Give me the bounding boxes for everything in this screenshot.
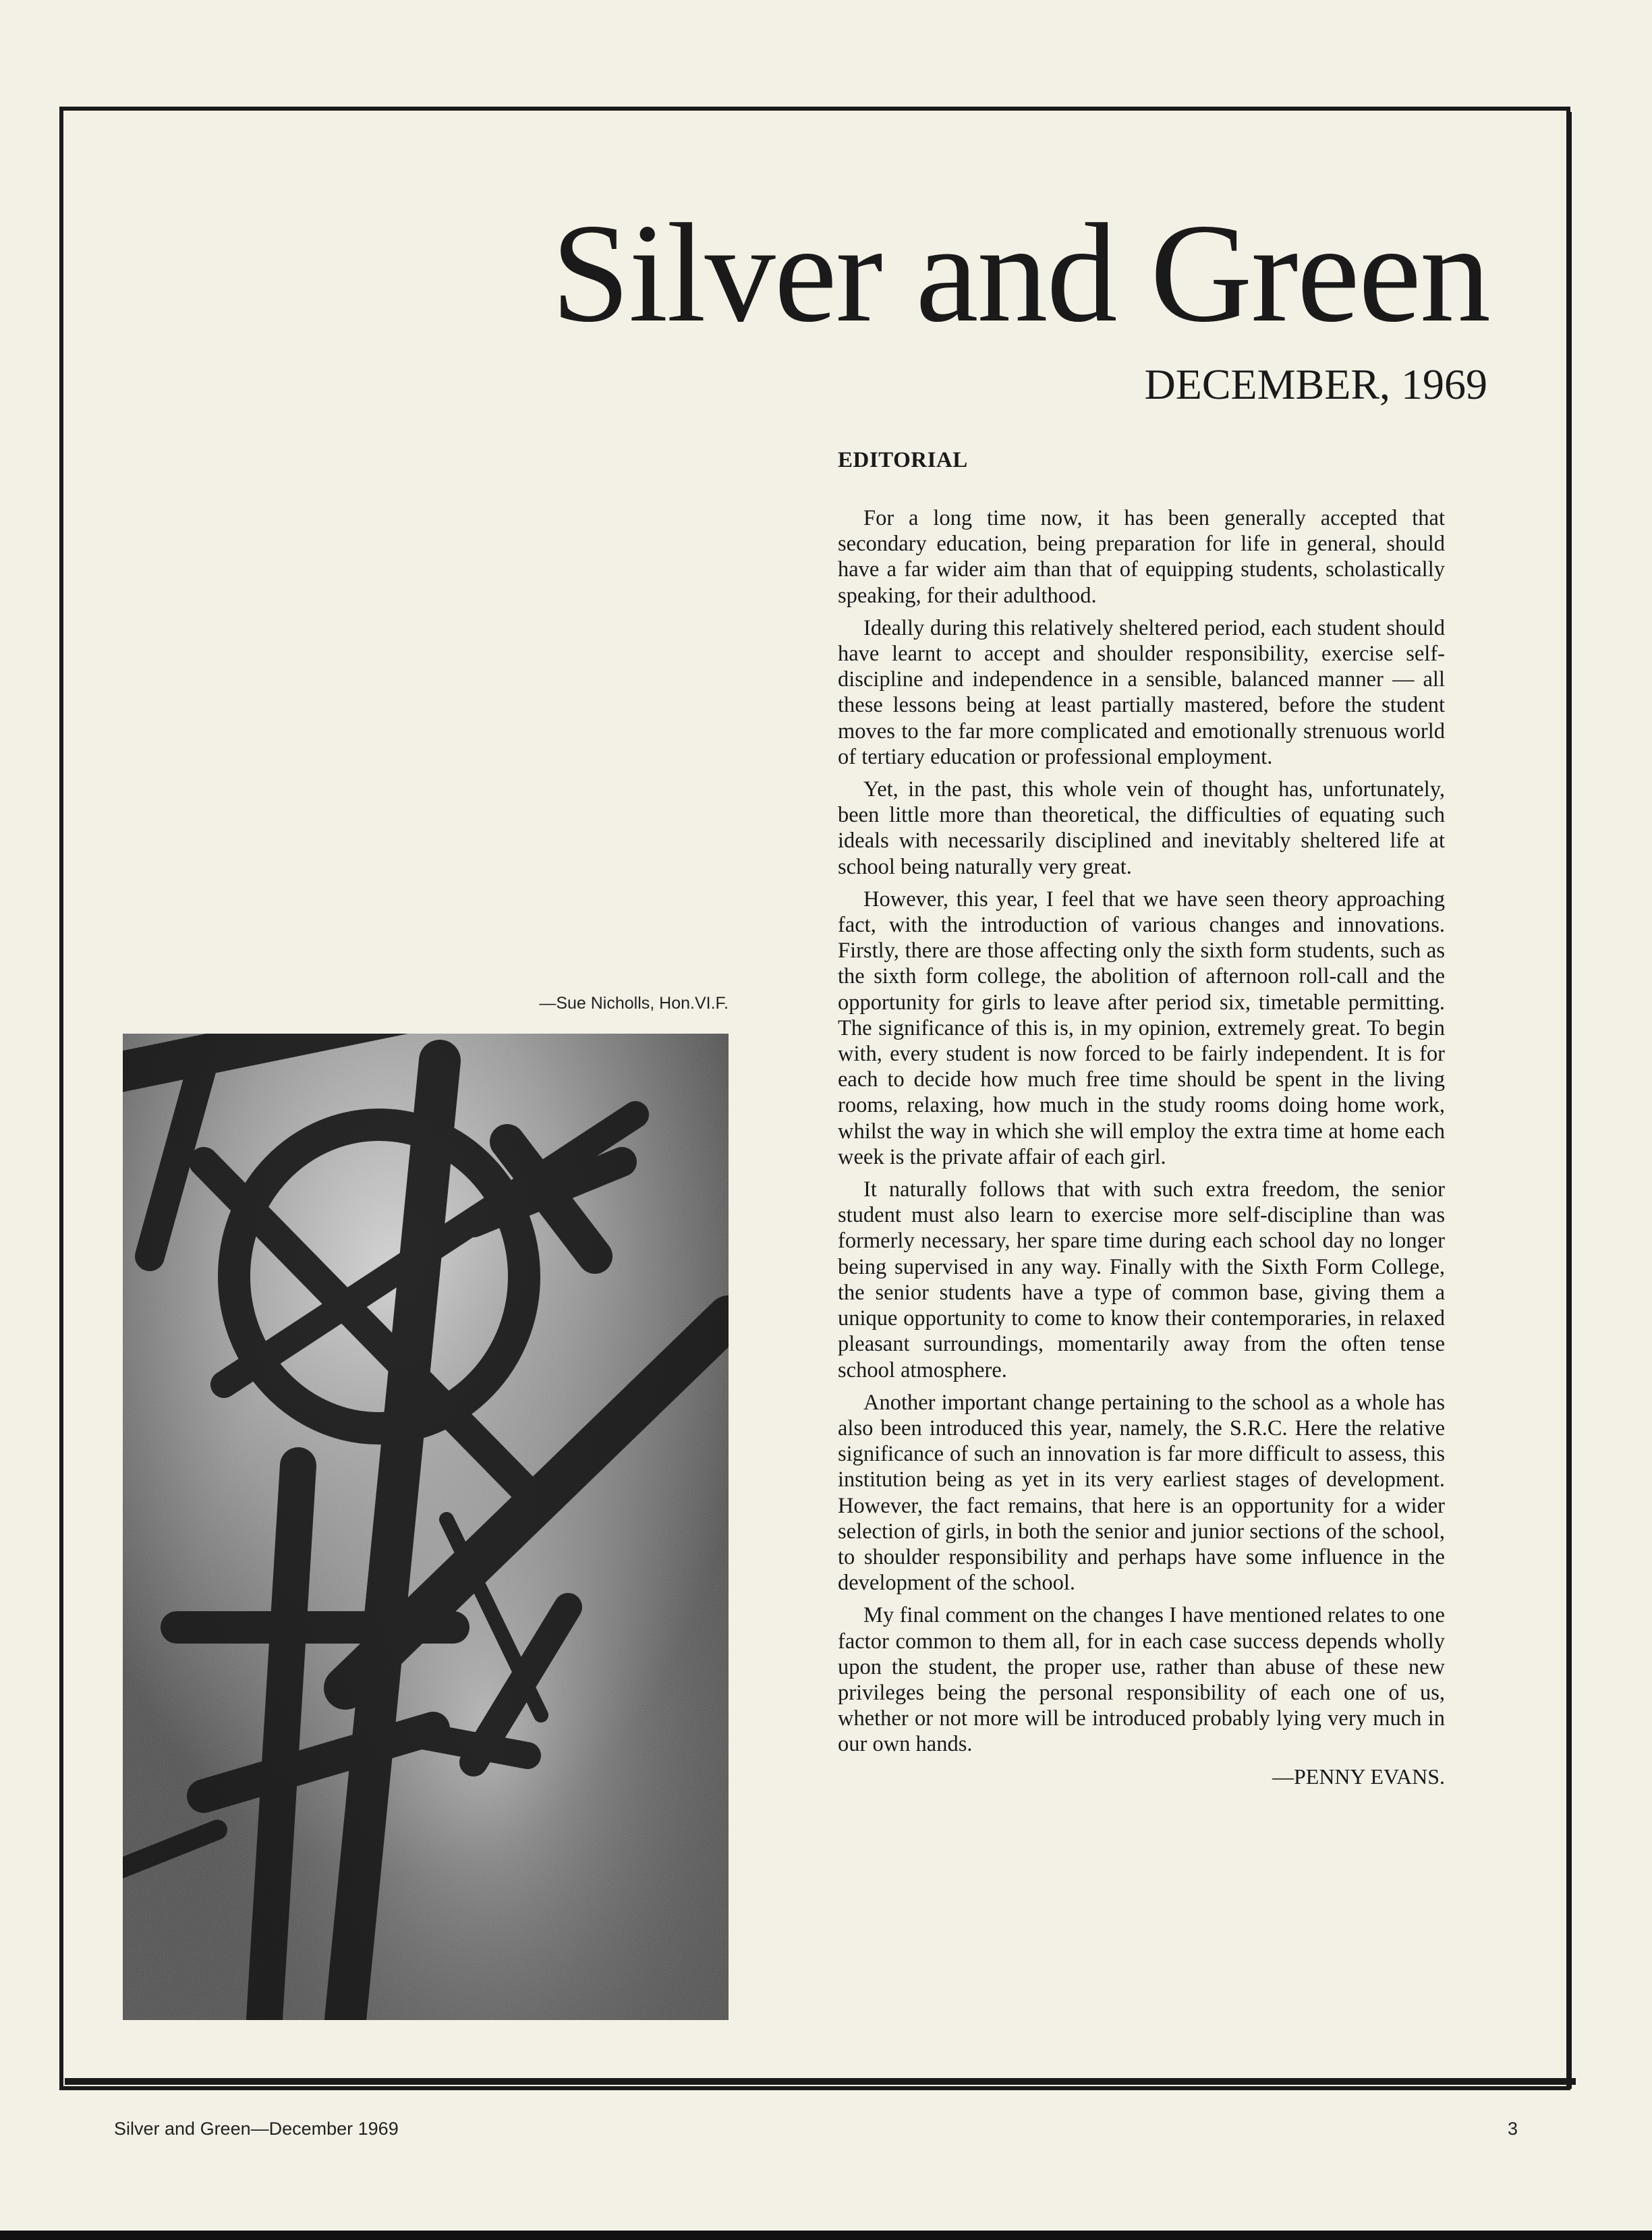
editorial-paragraph: However, this year, I feel that we have seen theory approaching fact, with the introduction of various changes and innovations. Firstly, there are those affecting only the sixth form students, such as the sixth form college, the abolition of afternoon roll-call and the opportunity for girls to leave after period six, timetable permitting. The significance of this is, in my opinion, extremely great. To begin with, every student is now forced to be fairly independent. It is for each to decide how much free time should be spent in the living rooms, relaxing, how much in the study rooms doing home work, whilst the way in which she will employ the extra time at home each week is the private affair of each girl. [838, 887, 1445, 1169]
editorial-article [838, 448, 1445, 1789]
editorial-paragraph: It naturally follows that with such extra freedom, the senior student must also learn to exercise more self-discipline than was formerly necessary, her spare time during each school day no longer being supervised in any way. Finally with the Sixth Form College, the senior students have a type of common base, giving them a unique opportunity to come to know their contemporaries, in relaxed pleasant surroundings, momentarily away from the often tense school atmosphere. [838, 1177, 1445, 1382]
footer-publication: Silver and Green—December 1969 [114, 2119, 399, 2139]
editorial-paragraph: Ideally during this relatively sheltered period, each student should have learnt to accept and shoulder responsibility, exercise self-discipline and independence in a sensible, balanced manner — all these lessons being at least partially mastered, before the student moves to the far more complicated and emotionally strenuous world of tertiary education or professional employment. [838, 615, 1445, 769]
issue-date: DECEMBER, 1969 [1144, 360, 1487, 408]
page-border-shadow-bottom [65, 2078, 1576, 2085]
masthead-title: Silver and Green [551, 195, 1489, 352]
page-number: 3 [1508, 2119, 1518, 2139]
abstract-symbols-artwork [123, 1034, 729, 2020]
page-border-shadow-right [1566, 112, 1572, 2089]
author-signature: —PENNY EVANS. [1272, 1764, 1445, 1789]
artwork-photo [123, 1034, 729, 2020]
editorial-paragraph: Yet, in the past, this whole vein of thought has, unfortunately, been little more than theoretical, the difficulties of equating such ideals with necessarily disciplined and inevitably sheltered life at school being naturally very great. [838, 777, 1445, 879]
editorial-heading: EDITORIAL [838, 448, 968, 472]
illustration-credit: —Sue Nicholls, Hon.VI.F. [539, 994, 729, 1013]
editorial-paragraph: Another important change pertaining to the school as a whole has also been introduced this year, namely, the S.R.C. Here the relative significance of such an innovation is far more difficult to assess, this institution being as yet in its very earliest stages of development. However, the fact remains, that here is an opportunity for a wider selection of girls, in both the senior and junior sections of the school, to shoulder responsibility and perhaps have some influence in the development of the school. [838, 1390, 1445, 1596]
editorial-paragraph: My final comment on the changes I have mentioned relates to one factor common to them all, for in each case success depends wholly upon the student, the proper use, rather than abuse of these new privileges being the personal responsibility of each one of us, whether or not more will be introduced probably lying very much in our own hands. [838, 1603, 1445, 1757]
editorial-paragraph: For a long time now, it has been generally accepted that secondary education, being preparation for life in general, should have a far wider aim than that of equipping students, scholastically speaking, for their adulthood. [838, 506, 1445, 608]
scan-edge [0, 2231, 1652, 2240]
